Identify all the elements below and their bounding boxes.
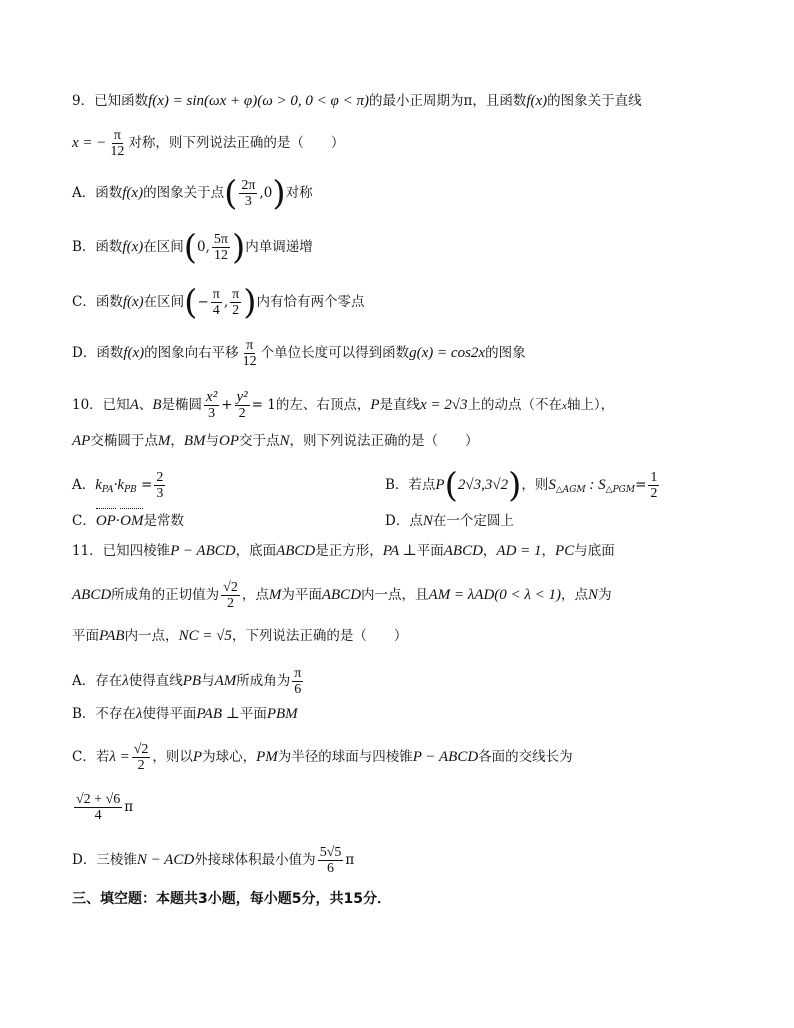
text: 为平面 xyxy=(281,587,322,603)
text: 各面的交线长为 xyxy=(478,749,573,765)
math: PC xyxy=(555,543,575,559)
fraction xyxy=(74,792,122,823)
text: 的图象 xyxy=(485,345,526,361)
math: π xyxy=(124,799,134,815)
math: P − ABCD xyxy=(170,543,236,559)
math: f(x) xyxy=(122,294,144,310)
text: 平面 xyxy=(72,628,99,644)
frac-num: x² xyxy=(206,389,218,405)
text: 的图象向右平移 xyxy=(144,345,239,361)
text: 为 xyxy=(598,587,612,603)
q10-option-b xyxy=(385,465,661,506)
text: 上的动点（不在 xyxy=(467,397,563,413)
math: = xyxy=(136,477,153,493)
text: B．不存在 xyxy=(72,706,136,722)
math: AP xyxy=(72,433,91,449)
q10-stem-line1 xyxy=(72,390,614,421)
frac-num: 2π xyxy=(241,178,256,193)
text: 9．已知函数 xyxy=(72,93,149,109)
fraction xyxy=(221,580,240,611)
text: 外接球体积最小值为 xyxy=(194,852,316,868)
text: ，点 xyxy=(241,587,269,603)
q9-option-c: C．函数f(x)在区间(− $\frac{\pi}{4}$ , $\frac{\pi}{2}$ )内有恰有两个零点 xyxy=(72,282,365,323)
math: AD = 1 xyxy=(496,543,542,559)
text: D．函数 xyxy=(72,345,124,361)
text: 使得直线 xyxy=(128,673,183,689)
math: N xyxy=(279,433,290,449)
text: ， xyxy=(482,543,497,559)
text: 的左、右顶点， xyxy=(275,397,371,413)
frac-num: √2 xyxy=(223,580,238,595)
math: P − ABCD xyxy=(412,749,479,765)
math: f(x) xyxy=(122,185,144,201)
math: x xyxy=(562,400,567,412)
math: ABCD xyxy=(72,587,112,603)
text: ，则以 xyxy=(152,749,193,765)
frac-den: 6 xyxy=(294,682,302,697)
math: 2√3,3√2 xyxy=(457,477,509,493)
text: 是常数 xyxy=(143,513,184,529)
q10-stem-line2 xyxy=(72,430,479,452)
paren: ( xyxy=(224,173,238,214)
text: ，底面 xyxy=(235,543,277,559)
q11-option-a xyxy=(72,666,305,697)
math: AM xyxy=(214,673,237,689)
text: ， xyxy=(541,543,556,559)
math: S xyxy=(548,477,556,493)
q11-option-d xyxy=(72,845,354,876)
q11-option-c xyxy=(72,742,573,773)
q10-option-c xyxy=(72,510,184,532)
text: ，点 xyxy=(561,587,589,603)
fraction xyxy=(108,128,126,159)
math: PAB ⊥ xyxy=(196,706,240,722)
text: ，下列说法正确的是（ ） xyxy=(231,628,408,644)
text: A．函数 xyxy=(72,185,123,201)
text: ，则下列说法正确的是（ ） xyxy=(289,433,479,449)
text: 所成角的正切值为 xyxy=(111,587,220,603)
fraction xyxy=(648,470,659,501)
math: A xyxy=(129,397,139,413)
fraction xyxy=(211,287,222,318)
fraction xyxy=(241,338,259,369)
frac-den: 12 xyxy=(213,248,228,263)
frac-den: 12 xyxy=(110,144,125,159)
math: ABCD xyxy=(321,587,362,603)
fraction xyxy=(204,390,219,421)
text: 轴上）， xyxy=(566,397,615,413)
text: 是正方形， xyxy=(315,543,383,559)
math: f(x) xyxy=(122,239,144,255)
math: 0, xyxy=(197,239,210,255)
math: f(x) xyxy=(526,93,548,109)
text: 为球心， xyxy=(202,749,257,765)
paren: ) xyxy=(272,173,286,214)
math: = xyxy=(635,477,647,493)
text: B．若点 xyxy=(385,477,436,493)
math: M xyxy=(268,587,282,603)
section-heading: 三、填空题：本题共3小题，每小题5分，共15分． xyxy=(72,891,391,907)
math: N − ACD xyxy=(136,852,195,868)
frac-den: 2 xyxy=(650,486,658,501)
q9-option-d xyxy=(72,338,526,369)
math: − xyxy=(197,294,209,310)
q11-stem-line2 xyxy=(72,580,612,611)
math: · xyxy=(115,513,121,529)
paren: ) xyxy=(243,282,257,323)
math-sub: △PGM xyxy=(605,485,636,495)
frac-num: π xyxy=(113,128,121,143)
q11-option-b xyxy=(72,703,298,725)
fraction xyxy=(132,742,151,773)
math: : S xyxy=(585,477,606,493)
text: 与底面 xyxy=(574,543,615,559)
text: 内有恰有两个零点 xyxy=(256,294,365,310)
frac-den: 3 xyxy=(208,406,216,421)
frac-num: √2 xyxy=(133,742,149,757)
q9-option-a xyxy=(72,173,313,214)
math: ,0 xyxy=(259,185,273,201)
text: 与 xyxy=(201,673,215,689)
math: ·k xyxy=(113,477,125,493)
math: M xyxy=(157,433,171,449)
frac-den: 4 xyxy=(212,303,220,318)
math: B xyxy=(152,397,162,413)
frac-den: 4 xyxy=(94,808,102,823)
math: x = − xyxy=(72,135,107,151)
frac-num: π xyxy=(212,287,220,302)
vector: OM xyxy=(120,510,143,532)
fraction xyxy=(292,666,303,697)
math: PBM xyxy=(266,706,298,722)
math: λ = xyxy=(109,749,130,765)
text: B．函数 xyxy=(72,239,123,255)
q11-stem-line1 xyxy=(72,540,615,562)
math: PA ⊥ xyxy=(382,543,417,559)
text: ， xyxy=(170,433,184,449)
math: P xyxy=(435,477,445,493)
fraction xyxy=(318,845,344,876)
frac-num: π xyxy=(246,338,254,353)
fraction xyxy=(212,232,230,263)
math: N xyxy=(588,587,599,603)
text: 所成角为 xyxy=(236,673,291,689)
frac-num: 2 xyxy=(156,470,164,485)
text: 交于点 xyxy=(239,433,280,449)
frac-num: y² xyxy=(236,389,248,405)
math: P xyxy=(192,749,203,765)
paren: ( xyxy=(444,465,458,506)
text: 对称 xyxy=(285,185,313,201)
text: 11．已知四棱锥 xyxy=(72,543,171,559)
math: k xyxy=(95,477,102,493)
math: x = 2√3 xyxy=(420,397,468,413)
math-sub: PA xyxy=(101,485,114,495)
q10-option-a xyxy=(72,470,167,501)
frac-num: 1 xyxy=(650,470,658,485)
q11-option-c-answer xyxy=(72,792,133,823)
text: C．若 xyxy=(72,749,110,765)
math: NC = √5 xyxy=(178,628,232,644)
math: AM = λAD(0 < λ < 1) xyxy=(428,587,562,603)
math: PAB xyxy=(99,628,125,644)
frac-num: π xyxy=(294,666,302,681)
math: PB xyxy=(182,673,202,689)
math: f(x) xyxy=(123,345,145,361)
text: 内一点，且 xyxy=(361,587,429,603)
text: 个单位长度可以得到函数 xyxy=(260,345,410,361)
frac-num: 5√5 xyxy=(319,845,342,860)
math: g(x) = cos2x xyxy=(409,345,486,361)
math: PM xyxy=(256,749,278,765)
text: 在区间 xyxy=(143,294,185,310)
text: 的图象关于直线 xyxy=(547,93,642,109)
frac-den: 2 xyxy=(227,596,235,611)
math: OP xyxy=(219,433,239,449)
q9-option-b xyxy=(72,227,313,268)
paren: ( xyxy=(183,227,198,268)
math: P xyxy=(370,397,380,413)
math-sub: △AGM xyxy=(555,485,586,495)
frac-den: 2 xyxy=(232,303,240,318)
math: ABCD xyxy=(276,543,316,559)
frac-den: 6 xyxy=(327,861,335,876)
text: 10．已知 xyxy=(72,397,130,413)
text: 与 xyxy=(205,433,219,449)
text: 平面 xyxy=(239,706,267,722)
text: D．点 xyxy=(385,513,423,529)
fraction xyxy=(230,287,241,318)
text: 、 xyxy=(138,397,153,413)
paren: ( xyxy=(184,282,198,323)
frac-den: 2 xyxy=(238,406,246,421)
q10-option-d xyxy=(385,510,514,532)
text: A． xyxy=(72,477,96,493)
text: C． xyxy=(72,513,96,529)
frac-den: 2 xyxy=(137,758,145,773)
text: 内一点， xyxy=(124,628,179,644)
text: 使得平面 xyxy=(142,706,197,722)
q9-stem-line2 xyxy=(72,128,344,159)
paren: ) xyxy=(508,465,522,506)
text: 在区间 xyxy=(143,239,184,255)
text: 是直线 xyxy=(379,397,421,413)
math-sub: PB xyxy=(124,485,137,495)
text: 在一个定圆上 xyxy=(432,513,514,529)
text: 内单调递增 xyxy=(245,239,313,255)
vector: OP xyxy=(96,510,116,532)
text: C．函数 xyxy=(72,294,123,310)
q11-stem-line3 xyxy=(72,625,407,647)
paren: ) xyxy=(231,227,246,268)
frac-den: 3 xyxy=(244,194,252,209)
math: + xyxy=(221,397,233,413)
frac-den: 12 xyxy=(242,354,257,369)
math: f(x) = sin(ωx + φ)(ω > 0, 0 < φ < π) xyxy=(148,93,369,109)
math: N xyxy=(422,513,433,529)
text: 的图象关于点 xyxy=(143,185,225,201)
text: 的最小正周期为π，且函数 xyxy=(368,93,527,109)
math: λ xyxy=(122,673,129,689)
text: 交椭圆于点 xyxy=(90,433,158,449)
text: 对称，则下列说法正确的是（ ） xyxy=(128,135,345,151)
math: BM xyxy=(183,433,206,449)
frac-num: √2 + √6 xyxy=(76,792,121,807)
math: λ xyxy=(135,706,143,722)
text: ，则 xyxy=(521,477,549,493)
q9-stem-line1 xyxy=(72,90,642,112)
fraction xyxy=(154,470,165,501)
text: A．存在 xyxy=(72,673,123,689)
text: 平面 xyxy=(416,543,444,559)
text: 为半径的球面与四棱锥 xyxy=(277,749,413,765)
frac-num: π xyxy=(232,287,240,302)
text: D．三棱锥 xyxy=(72,852,137,868)
fraction xyxy=(239,178,257,209)
text: 是椭圆 xyxy=(161,397,203,413)
frac-num: 5π xyxy=(213,232,228,247)
math: π xyxy=(345,852,355,868)
fraction xyxy=(235,390,250,421)
math: ABCD xyxy=(443,543,483,559)
frac-den: 3 xyxy=(156,486,164,501)
math: = 1 xyxy=(251,397,276,413)
